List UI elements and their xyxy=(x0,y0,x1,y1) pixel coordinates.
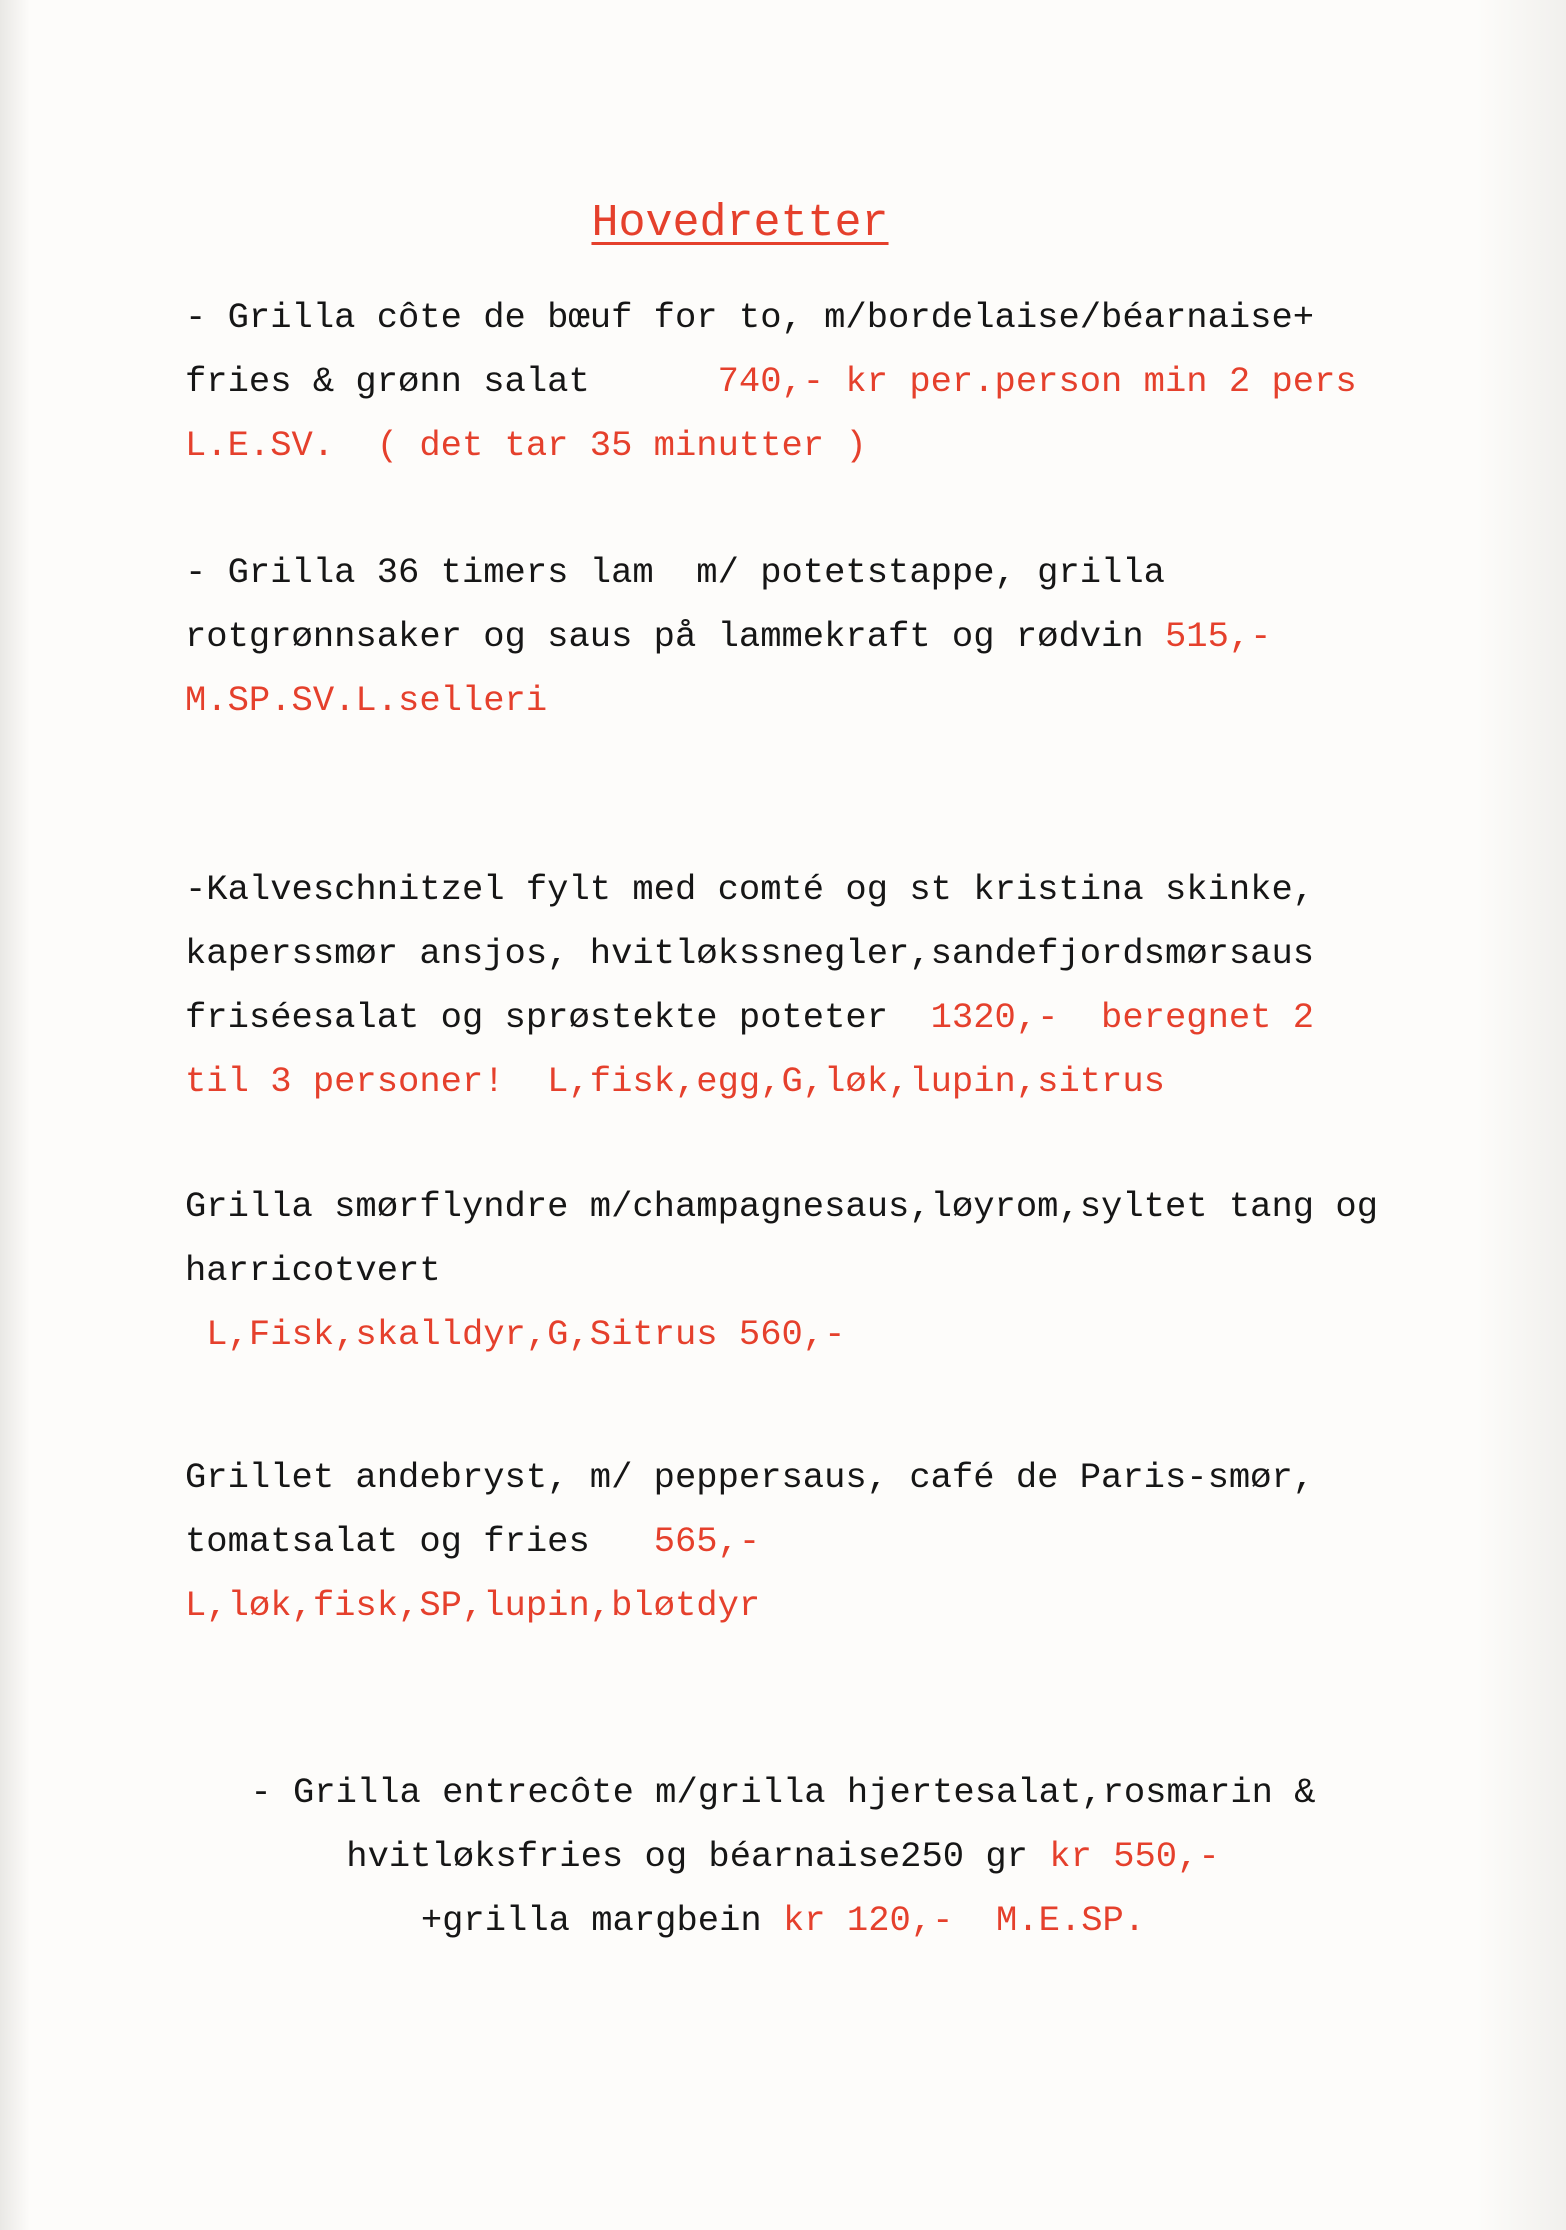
menu-text-segment: 515,- xyxy=(1164,616,1272,657)
menu-line xyxy=(185,858,1526,922)
menu-line xyxy=(185,541,1526,605)
menu-text-segment: - Grilla côte de bœuf for to, m/bordelaise/béarnaise+ xyxy=(185,297,1315,338)
menu-line xyxy=(185,922,1526,986)
menu-section xyxy=(185,286,1526,478)
page-title: Hovedretter xyxy=(591,198,889,249)
menu-section xyxy=(185,1175,1526,1367)
menu-text-segment: fries & grønn salat xyxy=(185,361,718,402)
menu-text-segment: Grillet andebryst, m/ peppersaus, café de Paris-smør, xyxy=(185,1457,1315,1498)
menu-text-segment: kr 550,- xyxy=(1049,1836,1220,1877)
menu-line xyxy=(0,1761,1566,1825)
menu-text-segment: - Grilla entrecôte m/grilla hjertesalat,rosmarin & xyxy=(250,1772,1316,1813)
menu-text-segment: L.E.SV. ( det tar 35 minutter ) xyxy=(185,425,867,466)
menu-section xyxy=(185,541,1526,733)
menu-text-segment: til 3 personer! L,fisk,egg,G,løk,lupin,sitrus xyxy=(185,1061,1165,1102)
menu-line xyxy=(185,1446,1526,1510)
menu-line xyxy=(185,986,1526,1050)
menu-text-segment: 565,- xyxy=(653,1521,761,1562)
menu-line xyxy=(185,1303,1526,1367)
menu-text-segment: - Grilla 36 timers lam m/ potetstappe, grilla xyxy=(185,552,1165,593)
menu-line xyxy=(185,350,1526,414)
menu-line xyxy=(0,1825,1566,1889)
menu-line xyxy=(185,286,1526,350)
menu-text-segment: kr 120,- M.E.SP. xyxy=(783,1900,1146,1941)
menu-line xyxy=(185,1239,1526,1303)
menu-text-segment: hvitløksfries og béarnaise250 gr xyxy=(346,1836,1050,1877)
menu-section xyxy=(185,858,1526,1114)
menu-line xyxy=(185,1050,1526,1114)
menu-line xyxy=(185,1574,1526,1638)
menu-text-segment: Grilla smørflyndre m/champagnesaus,løyrom,syltet tang og xyxy=(185,1186,1378,1227)
menu-text-segment: kaperssmør ansjos, hvitløkssnegler,sandefjordsmørsaus xyxy=(185,933,1315,974)
menu-text-segment: M.SP.SV.L.selleri xyxy=(185,680,548,721)
menu-text-segment: rotgrønnsaker og saus på lammekraft og rødvin xyxy=(185,616,1165,657)
menu-text-segment: harricotvert xyxy=(185,1250,441,1291)
menu-line xyxy=(185,669,1526,733)
menu-text-segment: 740,- kr per.person min 2 pers xyxy=(717,361,1357,402)
menu-text-segment: 1320,- beregnet 2 xyxy=(930,997,1315,1038)
menu-text-segment: tomatsalat og fries xyxy=(185,1521,654,1562)
menu-section xyxy=(185,1446,1526,1638)
menu-text-segment: -Kalveschnitzel fylt med comté og st kristina skinke, xyxy=(185,869,1315,910)
menu-text-segment: friséesalat og sprøstekte poteter xyxy=(185,997,931,1038)
menu-line xyxy=(185,1510,1526,1574)
menu-text-segment: L,løk,fisk,SP,lupin,bløtdyr xyxy=(185,1585,761,1626)
menu-line xyxy=(185,414,1526,478)
menu-text-segment: +grilla margbein xyxy=(420,1900,783,1941)
menu-section xyxy=(0,1761,1566,1953)
menu-text-segment: L,Fisk,skalldyr,G,Sitrus 560,- xyxy=(185,1314,846,1355)
menu-line xyxy=(185,1175,1526,1239)
menu-line xyxy=(185,605,1526,669)
menu-line xyxy=(0,1889,1566,1953)
